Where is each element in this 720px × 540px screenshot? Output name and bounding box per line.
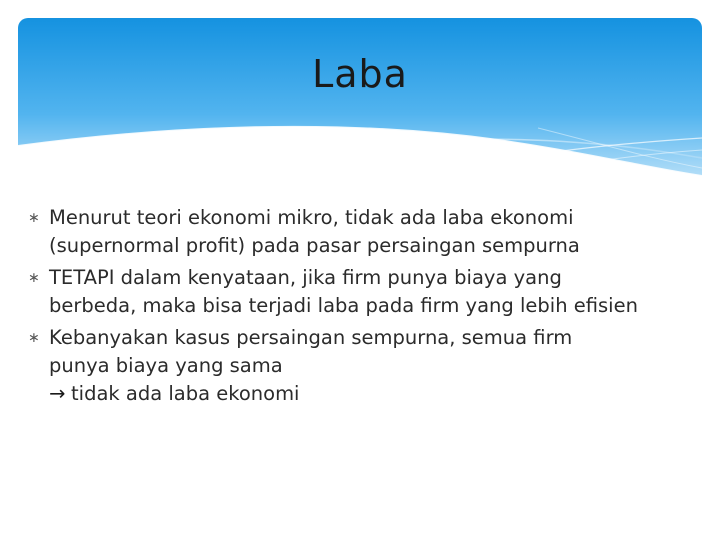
bullet-item xyxy=(28,204,708,260)
asterisk-bullet-icon: ∗ xyxy=(28,270,40,286)
arrow-right-icon: → xyxy=(49,382,66,405)
bullet-item xyxy=(28,324,708,408)
asterisk-bullet-icon: ∗ xyxy=(28,330,40,346)
header-band xyxy=(18,18,702,193)
bullet-text-line: (supernormal profit) pada pasar persaingan sempurna xyxy=(49,234,580,257)
bullet-text-line: Menurut teori ekonomi mikro, tidak ada laba ekonomi xyxy=(49,206,574,229)
bullet-text-line: berbeda, maka bisa terjadi laba pada firm yang lebih efisien xyxy=(49,294,638,317)
bullet-text-line: Kebanyakan kasus persaingan sempurna, semua firm xyxy=(49,326,573,349)
conclusion-text: tidak ada laba ekonomi xyxy=(71,382,300,405)
conclusion-line xyxy=(49,380,708,408)
bullet-list xyxy=(28,204,708,412)
bullet-text-line: punya biaya yang sama xyxy=(49,354,283,377)
asterisk-bullet-icon: ∗ xyxy=(28,210,40,226)
slide-title: Laba xyxy=(312,52,408,96)
bullet-item xyxy=(28,264,708,320)
header-wave-graphic xyxy=(18,18,702,193)
bullet-text-line: TETAPI dalam kenyataan, jika firm punya biaya yang xyxy=(49,266,562,289)
